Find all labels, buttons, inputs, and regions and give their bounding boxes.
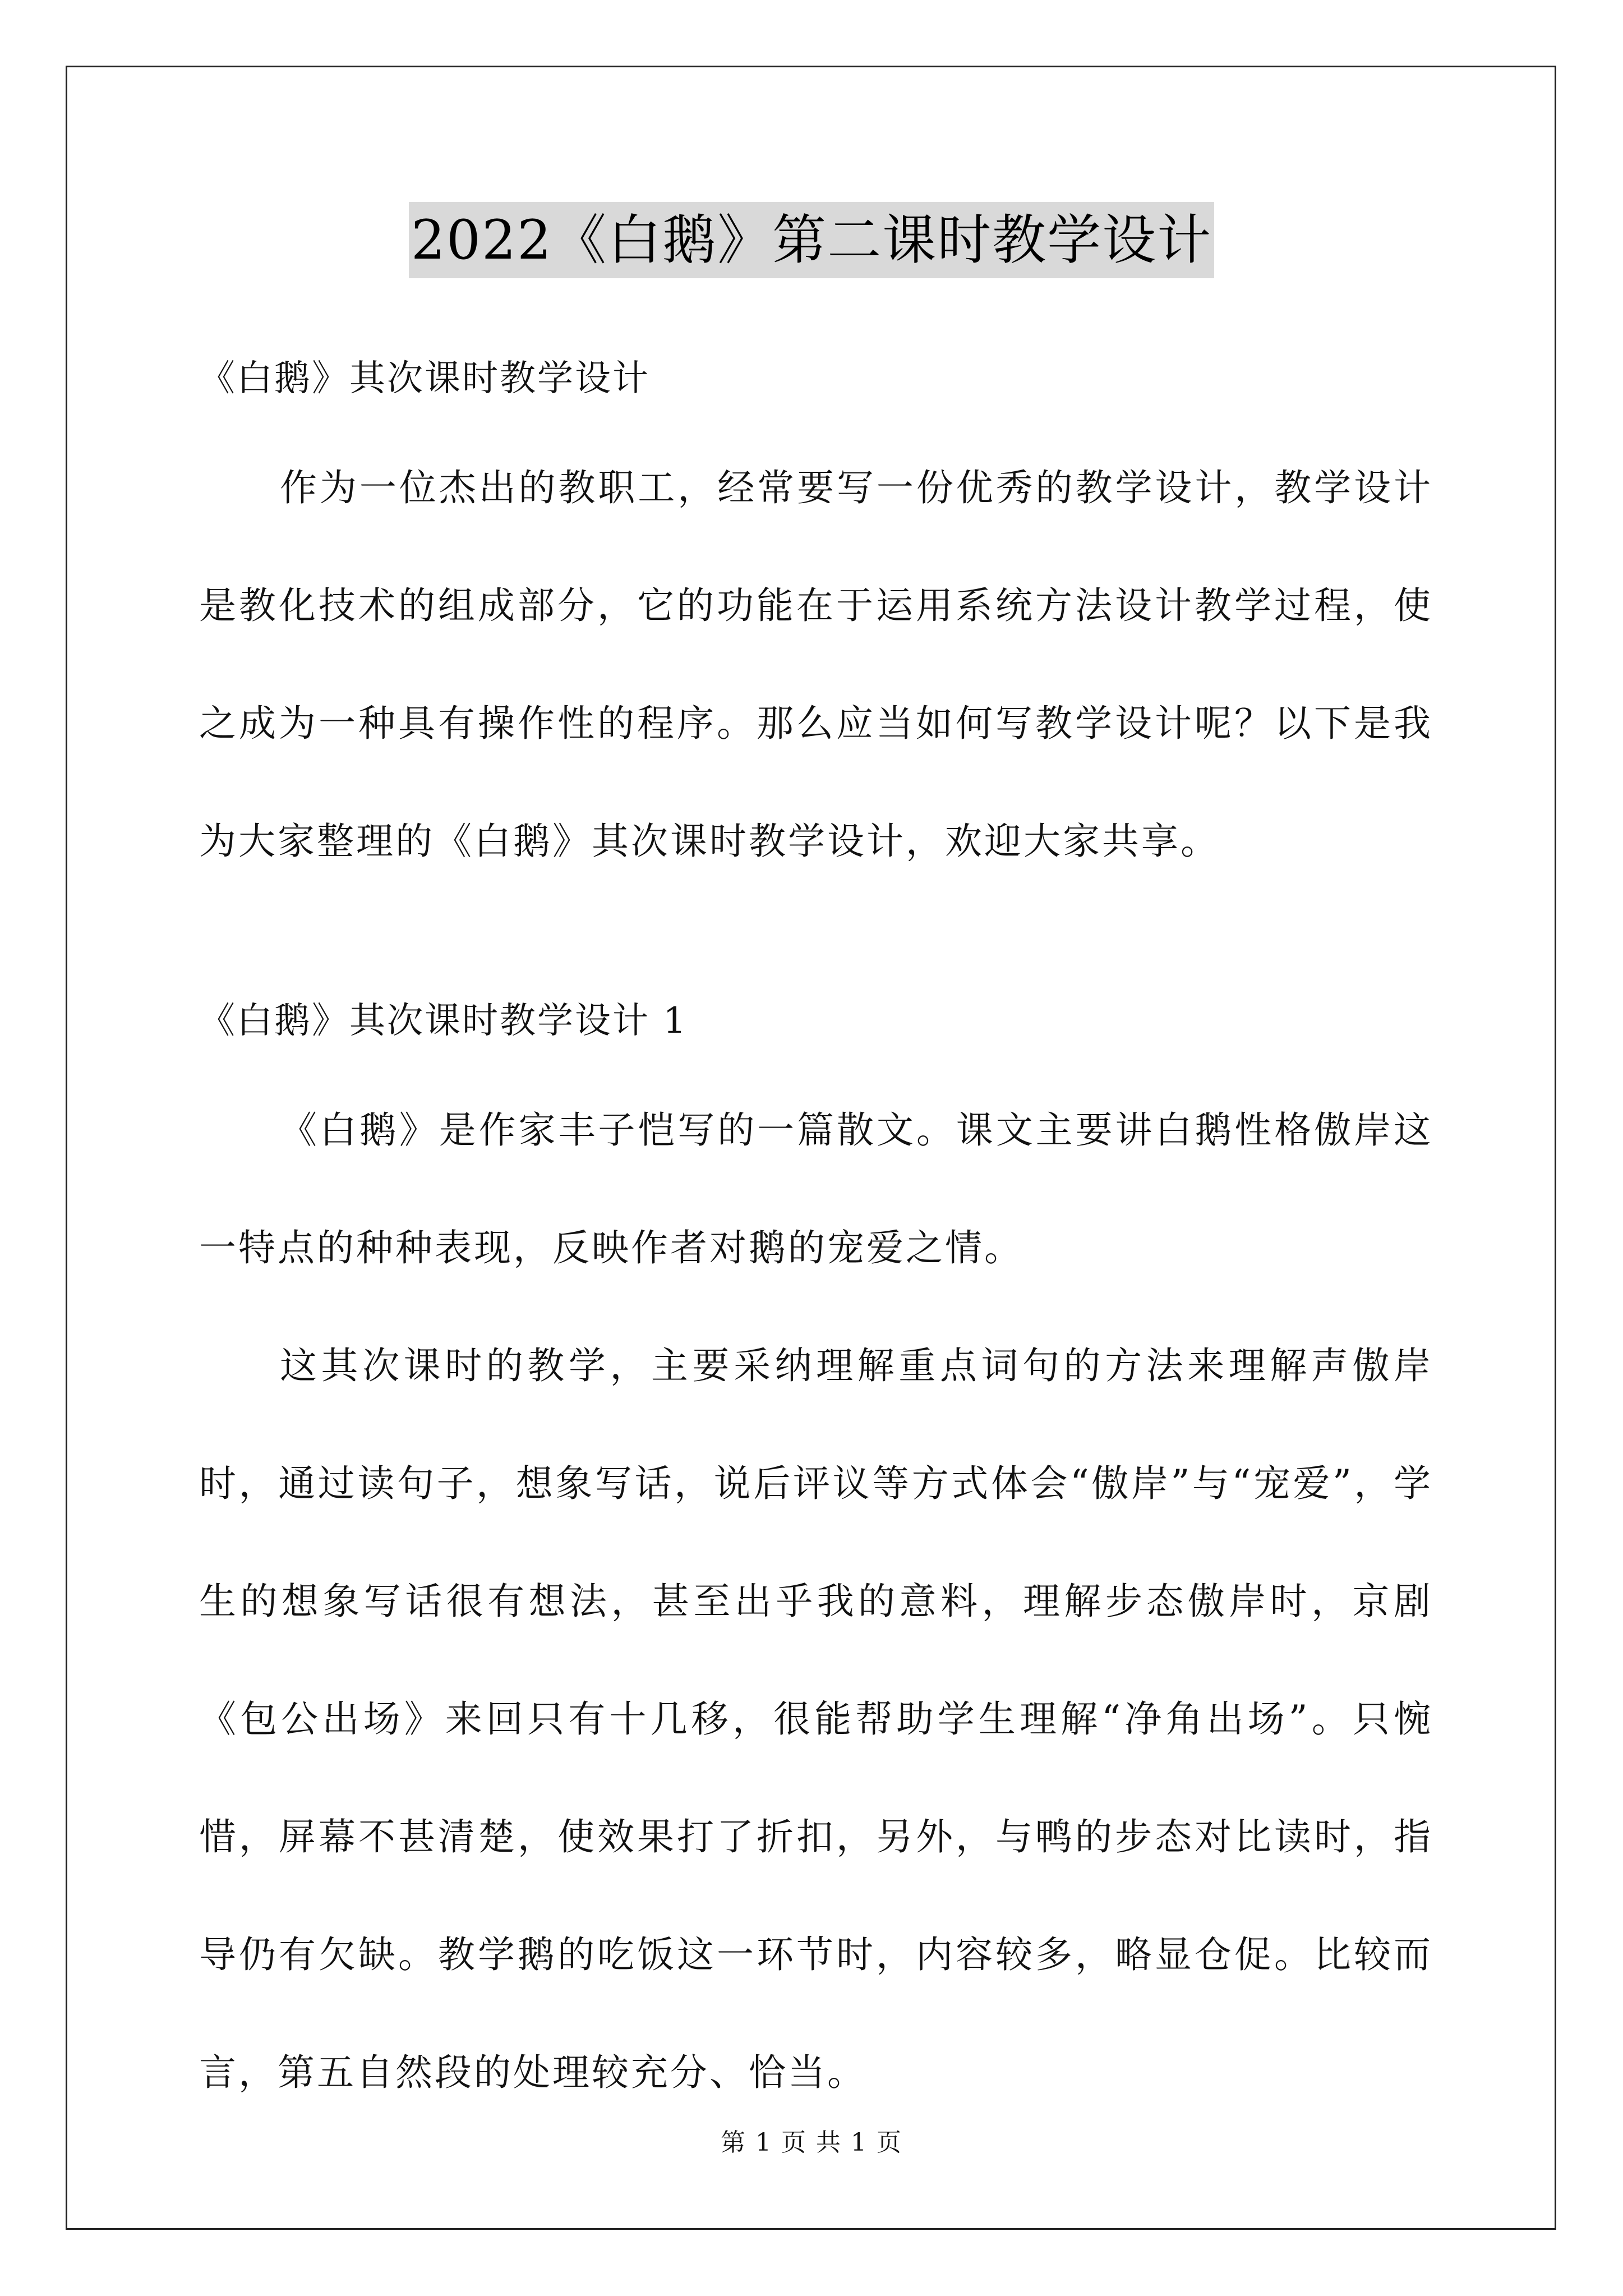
title-container <box>0 202 1623 278</box>
section-1-paragraph-1: 《白鹅》是作家丰子恺写的一篇散文。课文主要讲白鹅性格傲岸这一特点的种种表现，反映作者对鹅的宠爱之情。 <box>199 1108 1433 1269</box>
section-1-heading: 《白鹅》其次课时教学设计 1 <box>199 1000 688 1042</box>
intro-paragraph <box>199 429 1433 900</box>
page-title: 2022《白鹅》第二课时教学设计 <box>409 202 1214 278</box>
section-1-body <box>199 1071 1433 2132</box>
intro-text: 作为一位杰出的教职工，经常要写一份优秀的教学设计，教学设计是教化技术的组成部分，它的功能在于运用系统方法设计教学过程，使之成为一种具有操作性的程序。那么应当如何写教学设计呢？以下是我为大家整理的《白鹅》其次课时教学设计，欢迎大家共享。 <box>199 466 1433 863</box>
section-1-paragraph-2: 这其次课时的教学，主要采纳理解重点词句的方法来理解声傲岸时，通过读句子，想象写话，说后评议等方式体会“傲岸”与“宠爱”，学生的想象写话很有想法，甚至出乎我的意料，理解步态傲岸时，京剧《包公出场》来回只有十几移，很能帮助学生理解“净角出场”。只惋惜，屏幕不甚清楚，使效果打了折扣，另外，与鸭的步态对比读时，指导仍有欠缺。教学鹅的吃饭这一环节时，内容较多，略显仓促。比较而言，第五自然段的处理较充分、恰当。 <box>199 1344 1433 2094</box>
page-footer: 第 1 页 共 1 页 <box>721 2128 902 2157</box>
subtitle-heading: 《白鹅》其次课时教学设计 <box>199 358 650 399</box>
